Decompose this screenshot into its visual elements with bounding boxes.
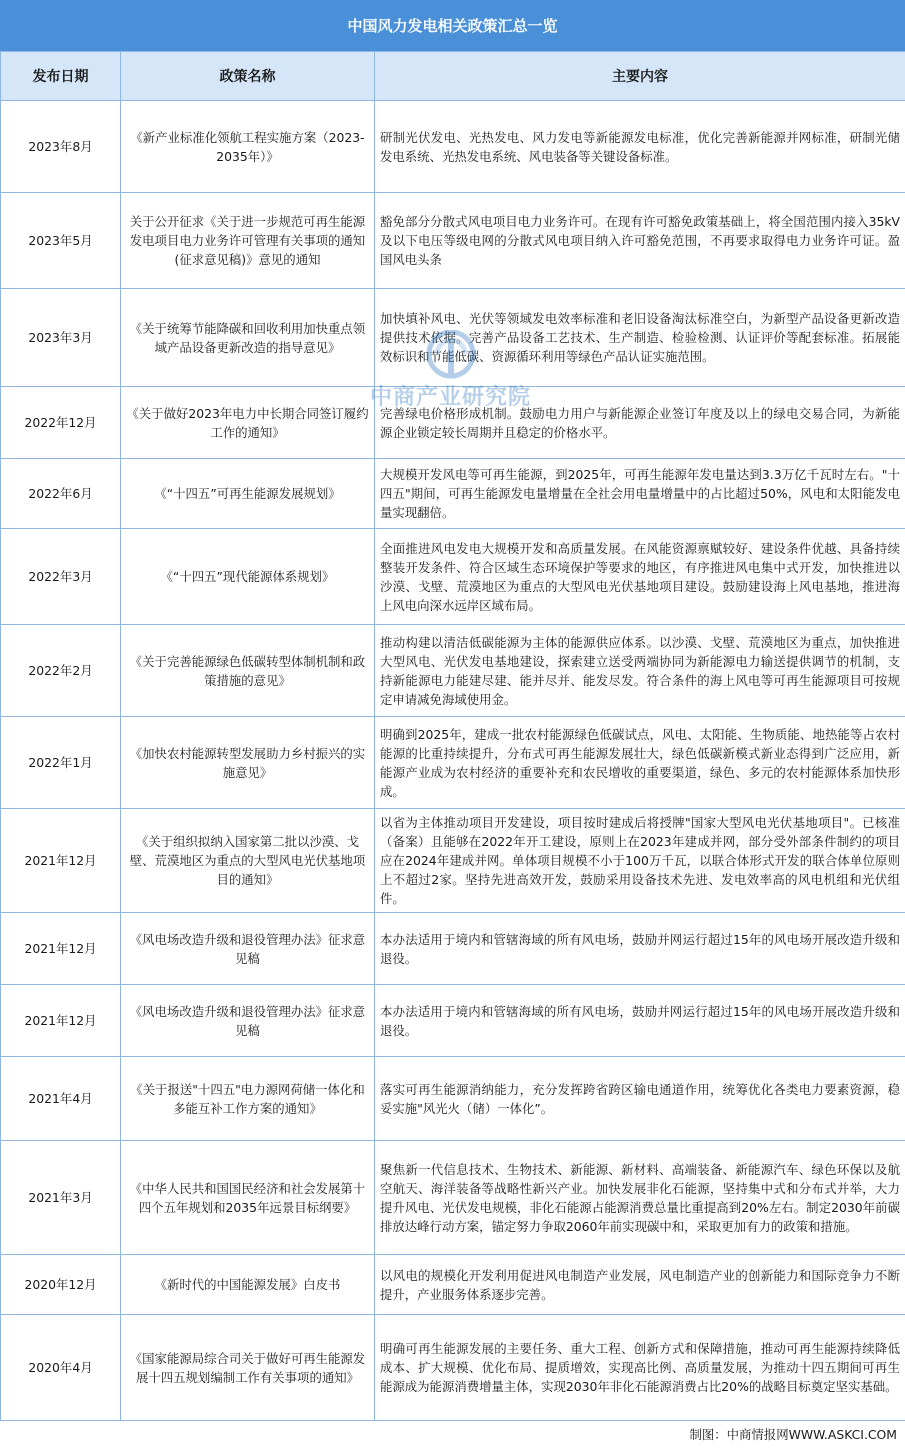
policy-name: 《风电场改造升级和退役管理办法》征求意见稿 (121, 913, 375, 985)
policy-date: 2021年12月 (1, 985, 121, 1057)
policy-date: 2023年5月 (1, 193, 121, 289)
policy-date: 2021年12月 (1, 809, 121, 913)
policy-content: 完善绿电价格形成机制。鼓励电力用户与新能源企业签订年度及以上的绿电交易合同，为新能源企业锁定较长周期并且稳定的价格水平。 (375, 387, 905, 459)
policy-name: 关于公开征求《关于进一步规范可再生能源发电项目电力业务许可管理有关事项的通知(征求意见稿)》意见的通知 (121, 193, 375, 289)
policy-name: 《“十四五”可再生能源发展规划》 (121, 459, 375, 529)
policy-date: 2020年12月 (1, 1255, 121, 1315)
policy-name: 《加快农村能源转型发展助力乡村振兴的实施意见》 (121, 717, 375, 809)
policy-content: 本办法适用于境内和管辖海域的所有风电场，鼓励并网运行超过15年的风电场开展改造升级和退役。 (375, 985, 905, 1057)
policy-content: 本办法适用于境内和管辖海域的所有风电场，鼓励并网运行超过15年的风电场开展改造升级和退役。 (375, 913, 905, 985)
policy-name: 《关于报送"十四五"电力源网荷储一体化和多能互补工作方案的通知》 (121, 1057, 375, 1141)
table-row (1, 1057, 905, 1141)
table-row (1, 101, 905, 193)
footer-credit: 制图：中商情报网WWW.ASKCI.COM (689, 1427, 897, 1442)
policy-content: 豁免部分分散式风电项目电力业务许可。在现有许可豁免政策基础上，将全国范围内接入35kV及以下电压等级电网的分散式风电项目纳入许可豁免范围，不再要求取得电力业务许可证。盈国风电头条 (375, 193, 905, 289)
table-row (1, 1255, 905, 1315)
policy-date: 2021年12月 (1, 913, 121, 985)
policy-date: 2022年1月 (1, 717, 121, 809)
policy-content: 落实可再生能源消纳能力，充分发挥跨省跨区输电通道作用，统筹优化各类电力要素资源，稳妥实施"风光火（储）一体化”。 (375, 1057, 905, 1141)
policy-content: 以省为主体推动项目开发建设，项目按时建成后将授牌"国家大型风电光伏基地项目"。已核准（备案）且能够在2022年开工建设，原则上在2023年建成并网，部分受外部条件制约的项目应在2024年建成并网。单体项目规模不小于100万千瓦，以联合体形式开发的联合体单位原则上不超过2家。坚持先进高效开发，鼓励采用设备技术先进、发电效率高的风电机组和光伏组件。 (375, 809, 905, 913)
table-row (1, 387, 905, 459)
header-row (1, 52, 905, 101)
policy-date: 2022年2月 (1, 625, 121, 717)
policy-date: 2023年8月 (1, 101, 121, 193)
table-row (1, 913, 905, 985)
table-row (1, 717, 905, 809)
policy-date: 2022年12月 (1, 387, 121, 459)
table-row (1, 809, 905, 913)
table-title: 中国风力发电相关政策汇总一览 (0, 0, 905, 51)
policy-date: 2022年3月 (1, 529, 121, 625)
table-row (1, 1315, 905, 1421)
policy-date: 2021年4月 (1, 1057, 121, 1141)
table-row (1, 985, 905, 1057)
table-row (1, 625, 905, 717)
table-row (1, 529, 905, 625)
policy-content: 研制光伏发电、光热发电、风力发电等新能源发电标准，优化完善新能源并网标准，研制光储发电系统、光热发电系统、风电装备等关键设备标准。 (375, 101, 905, 193)
policy-content: 全面推进风电发电大规模开发和高质量发展。在风能资源禀赋较好、建设条件优越、具备持续整装开发条件、符合区域生态环境保护等要求的地区，有序推进风电集中式开发，加快推进以沙漠、戈壁、荒漠地区为重点的大型风电光伏基地项目建设。鼓励建设海上风电基地，推进海上风电向深水远岸区域布局。 (375, 529, 905, 625)
header-name: 政策名称 (121, 52, 375, 101)
table-row (1, 459, 905, 529)
policy-name: 《关于统筹节能降碳和回收利用加快重点领域产品设备更新改造的指导意见》 (121, 289, 375, 387)
policy-date: 2023年3月 (1, 289, 121, 387)
policy-content: 明确可再生能源发展的主要任务、重大工程、创新方式和保障措施，推动可再生能源持续降低成本、扩大规模、优化布局、提质增效，实现高比例、高质量发展，为推动十四五期间可再生能源成为能源消费增量主体，实现2030年非化石能源消费占比20%的战略目标奠定坚实基础。 (375, 1315, 905, 1421)
policy-date: 2020年4月 (1, 1315, 121, 1421)
policy-content: 聚焦新一代信息技术、生物技术、新能源、新材料、高端装备、新能源汽车、绿色环保以及航空航天、海洋装备等战略性新兴产业。加快发展非化石能源，坚持集中式和分布式并举，大力提升风电、光伏发电规模，非化石能源占能源消费总量比重提高到20%左右。制定2030年前碳排放达峰行动方案，锚定努力争取2060年前实现碳中和，采取更加有力的政策和措施。 (375, 1141, 905, 1255)
policy-name: 《新产业标准化领航工程实施方案（2023-2035年）》 (121, 101, 375, 193)
policy-date: 2021年3月 (1, 1141, 121, 1255)
policy-content: 推动构建以清洁低碳能源为主体的能源供应体系。以沙漠、戈壁、荒漠地区为重点，加快推进大型风电、光伏发电基地建设，探索建立送受两端协同为新能源电力输送提供调节的机制，支持新能源电力能建尽建、能并尽并、能发尽发。符合条件的海上风电等可再生能源项目可按规定申请减免海域使用金。 (375, 625, 905, 717)
policy-name: 《关于做好2023年电力中长期合同签订履约工作的通知》 (121, 387, 375, 459)
policy-name: 《关于完善能源绿色低碳转型体制机制和政策措施的意见》 (121, 625, 375, 717)
policy-name: 《关于组织拟纳入国家第二批以沙漠、戈壁、荒漠地区为重点的大型风电光伏基地项目的通知》 (121, 809, 375, 913)
policy-content: 明确到2025年，建成一批农村能源绿色低碳试点，风电、太阳能、生物质能、地热能等占农村能源的比重持续提升，分布式可再生能源发展壮大，绿色低碳新模式新业态得到广泛应用，新能源产业成为农村经济的重要补充和农民增收的重要渠道，绿色、多元的农村能源体系加快形成。 (375, 717, 905, 809)
policy-content: 以风电的规模化开发利用促进风电制造产业发展，风电制造产业的创新能力和国际竞争力不断提升，产业服务体系逐步完善。 (375, 1255, 905, 1315)
policy-content: 大规模开发风电等可再生能源，到2025年，可再生能源年发电量达到3.3万亿千瓦时左右。"十四五"期间，可再生能源发电量增量在全社会用电量增量中的占比超过50%，风电和太阳能发电量实现翻倍。 (375, 459, 905, 529)
policy-name: 《“十四五”现代能源体系规划》 (121, 529, 375, 625)
policy-name: 《风电场改造升级和退役管理办法》征求意见稿 (121, 985, 375, 1057)
policy-content: 加快填补风电、光伏等领域发电效率标准和老旧设备淘汰标准空白，为新型产品设备更新改造提供技术依据。完善产品设备工艺技术、生产制造、检验检测、认证评价等配套标准。拓展能效标识和节能低碳、资源循环利用等绿色产品认证实施范围。 (375, 289, 905, 387)
policy-date: 2022年6月 (1, 459, 121, 529)
policy-table (0, 51, 905, 1421)
table-body (1, 101, 905, 1421)
table-row (1, 1141, 905, 1255)
policy-name: 《中华人民共和国国民经济和社会发展第十四个五年规划和2035年远景目标纲要》 (121, 1141, 375, 1255)
table-row (1, 289, 905, 387)
policy-name: 《新时代的中国能源发展》白皮书 (121, 1255, 375, 1315)
table-row (1, 193, 905, 289)
header-content: 主要内容 (375, 52, 905, 101)
header-date: 发布日期 (1, 52, 121, 101)
policy-name: 《国家能源局综合司关于做好可再生能源发展十四五规划编制工作有关事项的通知》 (121, 1315, 375, 1421)
watermark-text: 中商产业研究院 (370, 385, 532, 410)
